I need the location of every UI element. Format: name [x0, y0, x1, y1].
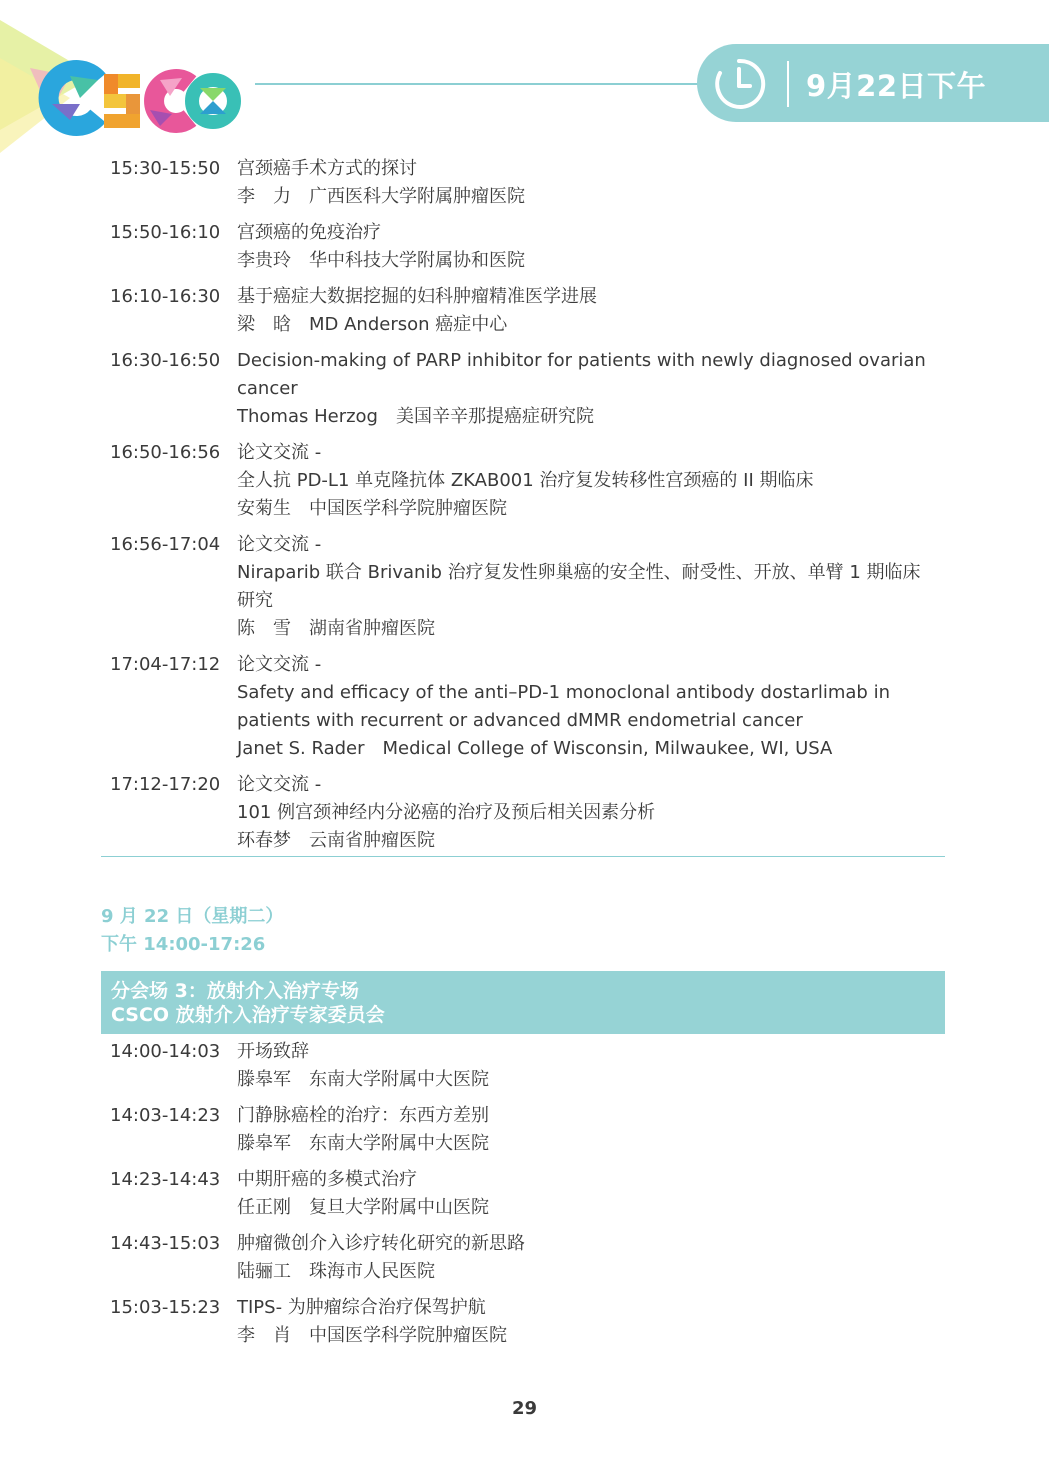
- talk-details: [237, 155, 940, 211]
- schedule-list: [110, 1038, 940, 1358]
- time-slot: 16:50-16:56: [110, 442, 221, 463]
- talk-title-line: TIPS- 为肿瘤综合治疗保驾护航: [237, 1297, 486, 1318]
- session-committee: CSCO 放射介入治疗专家委员会: [111, 1004, 385, 1026]
- schedule-row: [110, 771, 940, 855]
- csco-logo: [0, 18, 250, 153]
- talk-details: [237, 771, 940, 855]
- speaker-affiliation: Janet S. Rader Medical College of Wisconsin, Milwaukee, WI, USA: [237, 738, 833, 759]
- time-slot: 15:03-15:23: [110, 1297, 221, 1318]
- talk-details: [237, 1230, 940, 1286]
- talk-title-line: 宫颈癌的免疫治疗: [237, 222, 381, 243]
- time-slot: 15:50-16:10: [110, 222, 221, 243]
- time-slot: 17:04-17:12: [110, 654, 221, 675]
- talk-title-line: patients with recurrent or advanced dMMR endometrial cancer: [237, 710, 803, 731]
- speaker-affiliation: Thomas Herzog 美国辛辛那提癌症研究院: [237, 406, 594, 427]
- talk-details: [237, 1102, 940, 1158]
- speaker-affiliation: 陆骊工 珠海市人民医院: [237, 1261, 435, 1282]
- schedule-row: [110, 651, 940, 763]
- schedule-row: [110, 283, 940, 339]
- time-slot: 15:30-15:50: [110, 158, 221, 179]
- header-rule: [255, 83, 725, 85]
- talk-details: [237, 439, 940, 523]
- page-number: 29: [511, 1398, 538, 1419]
- session-time: 下午 14:00-17:26: [101, 934, 266, 955]
- talk-title-line: 全人抗 PD-L1 单克隆抗体 ZKAB001 治疗复发转移性宫颈癌的 II 期临床: [237, 470, 814, 491]
- talk-details: [237, 283, 940, 339]
- clock-icon: [712, 57, 766, 111]
- talk-title-line: 开场致辞: [237, 1041, 309, 1062]
- session-date-block: [101, 903, 283, 959]
- talk-title-line: Decision-making of PARP inhibitor for patients with newly diagnosed ovarian: [237, 350, 926, 371]
- talk-title-line: 肿瘤微创介入诊疗转化研究的新思路: [237, 1233, 525, 1254]
- talk-details: [237, 1294, 940, 1350]
- speaker-affiliation: 安菊生 中国医学科学院肿瘤医院: [237, 498, 507, 519]
- talk-title-line: Niraparib 联合 Brivanib 治疗复发性卵巢癌的安全性、耐受性、开放、单臂 1 期临床: [237, 562, 921, 583]
- speaker-affiliation: 李 力 广西医科大学附属肿瘤医院: [237, 186, 525, 207]
- schedule-row: [110, 347, 940, 431]
- talk-title-line: 论文交流 -: [237, 442, 322, 463]
- session-title-bar: [101, 971, 945, 1034]
- schedule-row: [110, 155, 940, 211]
- time-slot: 16:56-17:04: [110, 534, 221, 555]
- talk-details: [237, 1166, 940, 1222]
- speaker-affiliation: 李贵玲 华中科技大学附属协和医院: [237, 250, 525, 271]
- speaker-affiliation: 环春梦 云南省肿瘤医院: [237, 830, 435, 851]
- talk-title-line: Safety and efficacy of the anti–PD-1 monoclonal antibody dostarlimab in: [237, 682, 890, 703]
- schedule-list: [110, 155, 940, 863]
- banner-date-label: 9月22日下午: [806, 69, 987, 103]
- schedule-row: [110, 1230, 940, 1286]
- session-date: 9 月 22 日（星期二）: [101, 906, 284, 927]
- talk-title-line: 论文交流 -: [237, 534, 322, 555]
- talk-title-line: 论文交流 -: [237, 654, 322, 675]
- schedule-row: [110, 219, 940, 275]
- talk-title-line: 研究: [237, 590, 273, 611]
- time-slot: 16:10-16:30: [110, 286, 221, 307]
- session-title: 分会场 3：放射介入治疗专场: [111, 980, 359, 1002]
- time-slot: 17:12-17:20: [110, 774, 221, 795]
- talk-title-line: 论文交流 -: [237, 774, 322, 795]
- section-divider: [101, 856, 945, 857]
- schedule-row: [110, 439, 940, 523]
- speaker-affiliation: 滕皋军 东南大学附属中大医院: [237, 1133, 489, 1154]
- speaker-affiliation: 陈 雪 湖南省肿瘤医院: [237, 618, 435, 639]
- schedule-row: [110, 1166, 940, 1222]
- time-slot: 14:23-14:43: [110, 1169, 221, 1190]
- time-slot: 14:03-14:23: [110, 1105, 221, 1126]
- talk-title-line: 基于癌症大数据挖掘的妇科肿瘤精准医学进展: [237, 286, 597, 307]
- speaker-affiliation: 滕皋军 东南大学附属中大医院: [237, 1069, 489, 1090]
- speaker-affiliation: 任正刚 复旦大学附属中山医院: [237, 1197, 489, 1218]
- talk-title-line: 中期肝癌的多模式治疗: [237, 1169, 417, 1190]
- talk-details: [237, 219, 940, 275]
- time-slot: 16:30-16:50: [110, 350, 221, 371]
- talk-details: [237, 1038, 940, 1094]
- schedule-row: [110, 1294, 940, 1350]
- speaker-affiliation: 梁 晗 MD Anderson 癌症中心: [237, 314, 508, 335]
- schedule-row: [110, 1102, 940, 1158]
- talk-title-line: 宫颈癌手术方式的探讨: [237, 158, 417, 179]
- talk-title-line: 门静脉癌栓的治疗：东西方差别: [237, 1105, 489, 1126]
- time-slot: 14:00-14:03: [110, 1041, 221, 1062]
- talk-details: [237, 531, 940, 643]
- talk-title-line: cancer: [237, 378, 298, 399]
- speaker-affiliation: 李 肖 中国医学科学院肿瘤医院: [237, 1325, 507, 1346]
- banner-divider: [787, 61, 789, 107]
- time-slot: 14:43-15:03: [110, 1233, 221, 1254]
- schedule-row: [110, 1038, 940, 1094]
- talk-details: [237, 347, 940, 431]
- talk-details: [237, 651, 940, 763]
- schedule-row: [110, 531, 940, 643]
- talk-title-line: 101 例宫颈神经内分泌癌的治疗及预后相关因素分析: [237, 802, 656, 823]
